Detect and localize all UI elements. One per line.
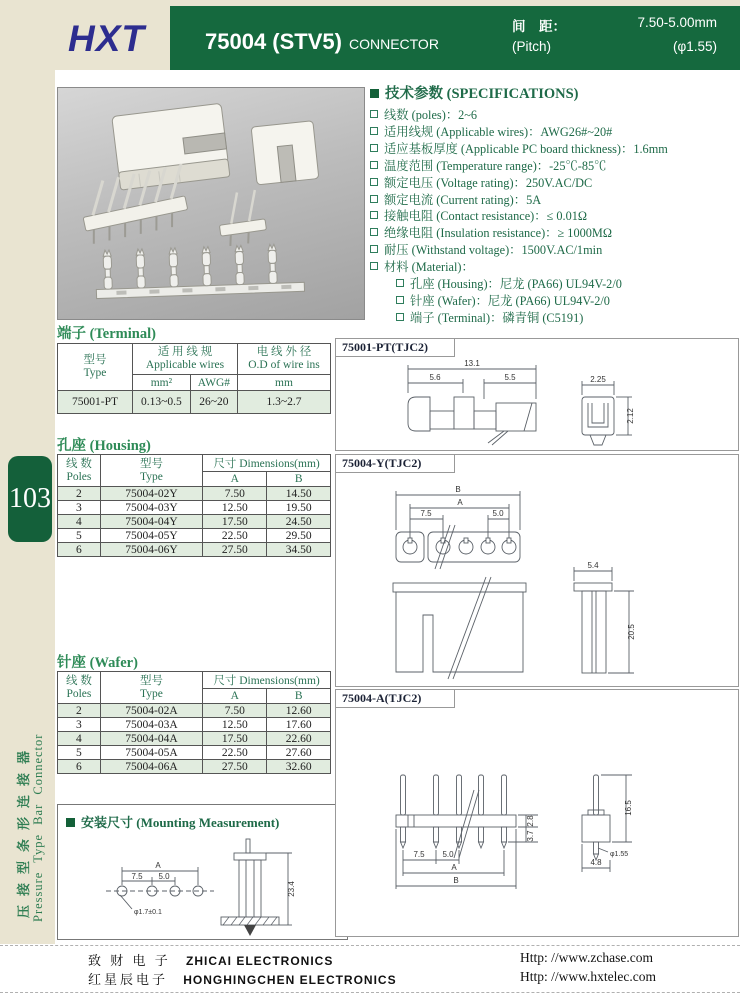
spec-item-text: 温度范围 (Temperature range)：-25℃-85℃ [384,158,607,173]
cell-a: 22.50 [203,746,267,760]
cell-b: 27.60 [267,746,331,760]
dim-label: 5.0 [158,872,170,881]
cell-a: 17.50 [203,515,267,529]
housing-table [57,454,331,557]
housing-2pole-photo [251,121,319,185]
square-bullet-icon [370,262,378,270]
spec-item-text: 耐压 (Withstand voltage)：1500V.AC/1min [384,243,603,258]
cell-type: 75001-PT [58,391,133,414]
drawing-panel-terminal [335,338,739,451]
dim-label: 5.5 [504,373,516,382]
material-item [396,293,738,310]
mounting-title-text: 安装尺寸 (Mounting Measurement) [81,815,280,830]
col-subheader-mm: mm [238,375,331,391]
cell-poles: 3 [58,501,101,515]
cell-poles: 6 [58,760,101,774]
company-line-2 [88,969,397,988]
col-header-dimensions: 尺寸 Dimensions(mm) [203,672,331,689]
dim-label: 5.0 [492,509,504,518]
col-subheader-a: A [203,472,267,487]
pitch-label-zh: 间 距： [512,19,566,34]
product-photo [57,87,365,320]
dim-label: B [455,485,461,494]
square-bullet-icon [370,245,378,253]
material-item-text: 针座 (Wafer)：尼龙 (PA66) UL94V-2/0 [410,293,610,308]
col-subheader-b: B [267,472,331,487]
dim-label: 7.5 [420,509,432,518]
spec-item [370,124,738,141]
cell-b: 29.50 [267,529,331,543]
dim-label: A [457,498,463,507]
spec-item [370,158,738,175]
square-bullet-icon [370,110,378,118]
terminal-strip-photo [95,243,305,298]
terminal-table [57,343,331,414]
square-bullet-icon [370,127,378,135]
spec-item [370,208,738,225]
col-subheader-b: B [267,689,331,704]
dim-label: 13.1 [464,359,480,368]
specifications-title [370,82,738,103]
table-row [58,515,331,529]
wafer-drawing [336,690,736,934]
cell-type: 75004-05A [100,746,202,760]
dim-label: φ1.55 [610,851,629,858]
cell-b: 19.50 [267,501,331,515]
dim-label: 5.0 [442,850,454,859]
spec-item-text: 额定电压 (Voltage rating)：250V.AC/DC [384,175,593,190]
cell-b: 22.60 [267,732,331,746]
sidebar-vertical-text [0,650,55,925]
square-bullet-icon [396,296,404,304]
dim-label: 7.5 [413,850,425,859]
dim-label: 5.6 [429,373,441,382]
dim-label: 4.8 [590,858,602,867]
cell-b: 34.50 [267,543,331,557]
cell-poles: 5 [58,746,101,760]
wafer-section-title: 针座 (Wafer) [57,655,138,671]
cell-b: 17.60 [267,718,331,732]
col-header-type: 型号 Type [100,672,202,704]
table-row [58,501,331,515]
col-header-type: 型号 Type [58,344,133,391]
dim-label: 7.5 [131,872,143,881]
spec-item [370,259,738,276]
housing-section-title: 孔座 (Housing) [57,438,151,454]
col-subheader-awg: AWG# [190,375,237,391]
spec-item [370,192,738,209]
square-bullet-icon [396,313,404,321]
pitch-value: 7.50-5.00mm [637,15,717,30]
cell-b: 12.60 [267,704,331,718]
cell-type: 75004-02Y [100,487,202,501]
col-header-dimensions: 尺寸 Dimensions(mm) [203,455,331,472]
product-photo-illustration [58,88,364,319]
cell-b: 24.50 [267,515,331,529]
material-item-text: 端子 (Terminal)：磷青铜 (C5191) [410,310,584,325]
part-number: 75004 (STV5) [205,29,342,54]
col-subheader-mm2: mm² [133,375,191,391]
table-row [58,760,331,774]
spec-list [370,107,738,276]
footer [0,945,740,993]
spec-item-text: 适应基板厚度 (Applicable PC board thickness)：1.6mm [384,141,668,156]
mounting-title [66,812,279,831]
cell-b: 14.50 [267,487,331,501]
company1-url[interactable]: Http: //www.zchase.com [520,950,653,965]
mounting-section [57,804,348,940]
material-item [396,310,738,327]
cell-a: 27.50 [203,543,267,557]
square-bullet-icon [370,228,378,236]
square-bullet-icon [370,144,378,152]
wafer-table [57,671,331,774]
panel-label: 75004-A(TJC2) [335,689,455,708]
spec-item-text: 适用线规 (Applicable wires)：AWG26#~20# [384,124,613,139]
cell-poles: 2 [58,704,101,718]
cell-type: 75004-04Y [100,515,202,529]
dim-label: 20.5 [627,624,636,640]
filled-square-bullet-icon [370,89,379,98]
part-suffix: CONNECTOR [348,36,439,52]
wafer-2pin-photo [215,189,268,247]
terminal-row [58,391,331,414]
square-bullet-icon [396,279,404,287]
spec-item-text: 绝缘电阻 (Insulation resistance)：≥ 1000MΩ [384,226,612,241]
pitch-phi: (φ1.55) [672,39,717,54]
table-row [58,487,331,501]
housing-drawing [336,455,736,684]
table-row [58,529,331,543]
dim-label: 5.4 [587,561,599,570]
cell-b: 32.60 [267,760,331,774]
cell-awg: 26~20 [190,391,237,414]
table-row [58,732,331,746]
cell-poles: 4 [58,732,101,746]
dim-label: 3.7 [526,830,535,842]
dim-label: A [155,861,161,870]
col-header-od: 电 线 外 径 O.D of wire ins [238,344,331,375]
dim-label: A [451,863,457,872]
col-subheader-a: A [203,689,267,704]
cell-type: 75004-04A [100,732,202,746]
cell-poles: 5 [58,529,101,543]
col-header-type: 型号 Type [100,455,202,487]
cell-poles: 4 [58,515,101,529]
material-sub-list [370,276,738,327]
table-row [58,543,331,557]
mounting-drawing [58,833,345,937]
cell-a: 22.50 [203,529,267,543]
vertical-text-en: Pressure Type Bar Connector [31,733,45,922]
col-header-poles: 线 数 Poles [58,455,101,487]
panel-label: 75004-Y(TJC2) [335,454,455,473]
square-bullet-icon [370,211,378,219]
cell-od: 1.3~2.7 [238,391,331,414]
dim-label: φ1.7±0.1 [134,909,162,916]
table-row [58,746,331,760]
spec-item-text: 材料 (Material)： [384,260,474,275]
square-bullet-icon [370,161,378,169]
dim-label: 2.12 [626,408,635,424]
panel-label: 75001-PT(TJC2) [335,338,455,357]
terminal-section-title: 端子 (Terminal) [57,326,156,342]
square-bullet-icon [370,178,378,186]
table-row [58,718,331,732]
page-number-badge: 103 [8,456,52,542]
cell-type: 75004-03A [100,718,202,732]
spec-item-text: 线数 (poles)：2~6 [384,108,478,122]
brand-logo: HXT [68,18,145,59]
pitch-label-en: (Pitch) [512,39,552,54]
drawing-panel-wafer [335,689,739,937]
spec-item [370,107,738,124]
company2-en: HONGHINGCHEN ELECTRONICS [183,973,397,987]
cell-type: 75004-06Y [100,543,202,557]
company2-zh: 红星辰电子 [88,972,169,987]
dim-label: B [453,876,459,885]
cell-a: 17.50 [203,732,267,746]
cell-a: 12.50 [203,501,267,515]
dim-label: 23.4 [287,881,296,897]
specifications-title-text: 技术参数 (SPECIFICATIONS) [385,86,579,102]
square-bullet-icon [370,195,378,203]
pitch-info [512,15,717,54]
col-header-wires: 适 用 线 规 Applicable wires [133,344,238,375]
dim-label: 2.25 [590,375,606,384]
company-line-1 [88,950,333,969]
cell-poles: 6 [58,543,101,557]
spec-item [370,225,738,242]
company1-en: ZHICAI ELECTRONICS [186,954,334,968]
cell-a: 12.50 [203,718,267,732]
company1-zh: 致 财 电 子 [88,953,171,968]
spec-item [370,242,738,259]
material-item [396,276,738,293]
specifications-section [370,82,738,327]
cell-type: 75004-03Y [100,501,202,515]
cell-type: 75004-05Y [100,529,202,543]
cell-a: 7.50 [203,487,267,501]
page-title [205,29,439,55]
dim-label: 2.8 [526,815,535,827]
spec-item [370,141,738,158]
spec-item-text: 额定电流 (Current rating)：5A [384,192,542,207]
cell-a: 7.50 [203,704,267,718]
col-header-poles: 线 数 Poles [58,672,101,704]
spec-item-text: 接触电阻 (Contact resistance)：≤ 0.01Ω [384,209,588,224]
material-item-text: 孔座 (Housing)：尼龙 (PA66) UL94V-2/0 [410,277,622,292]
cell-a: 27.50 [203,760,267,774]
table-row [58,704,331,718]
cell-poles: 2 [58,487,101,501]
spec-item [370,175,738,192]
drawing-panel-housing [335,454,739,687]
cell-poles: 3 [58,718,101,732]
cell-type: 75004-06A [100,760,202,774]
housing-6pole-photo [112,103,230,190]
cell-mm2: 0.13~0.5 [133,391,191,414]
vertical-text-zh: 压接型条形连接器 [16,741,31,918]
company2-url[interactable]: Http: //www.hxtelec.com [520,969,656,984]
dim-label: 16.5 [624,800,633,816]
filled-square-bullet-icon [66,818,75,827]
cell-type: 75004-02A [100,704,202,718]
